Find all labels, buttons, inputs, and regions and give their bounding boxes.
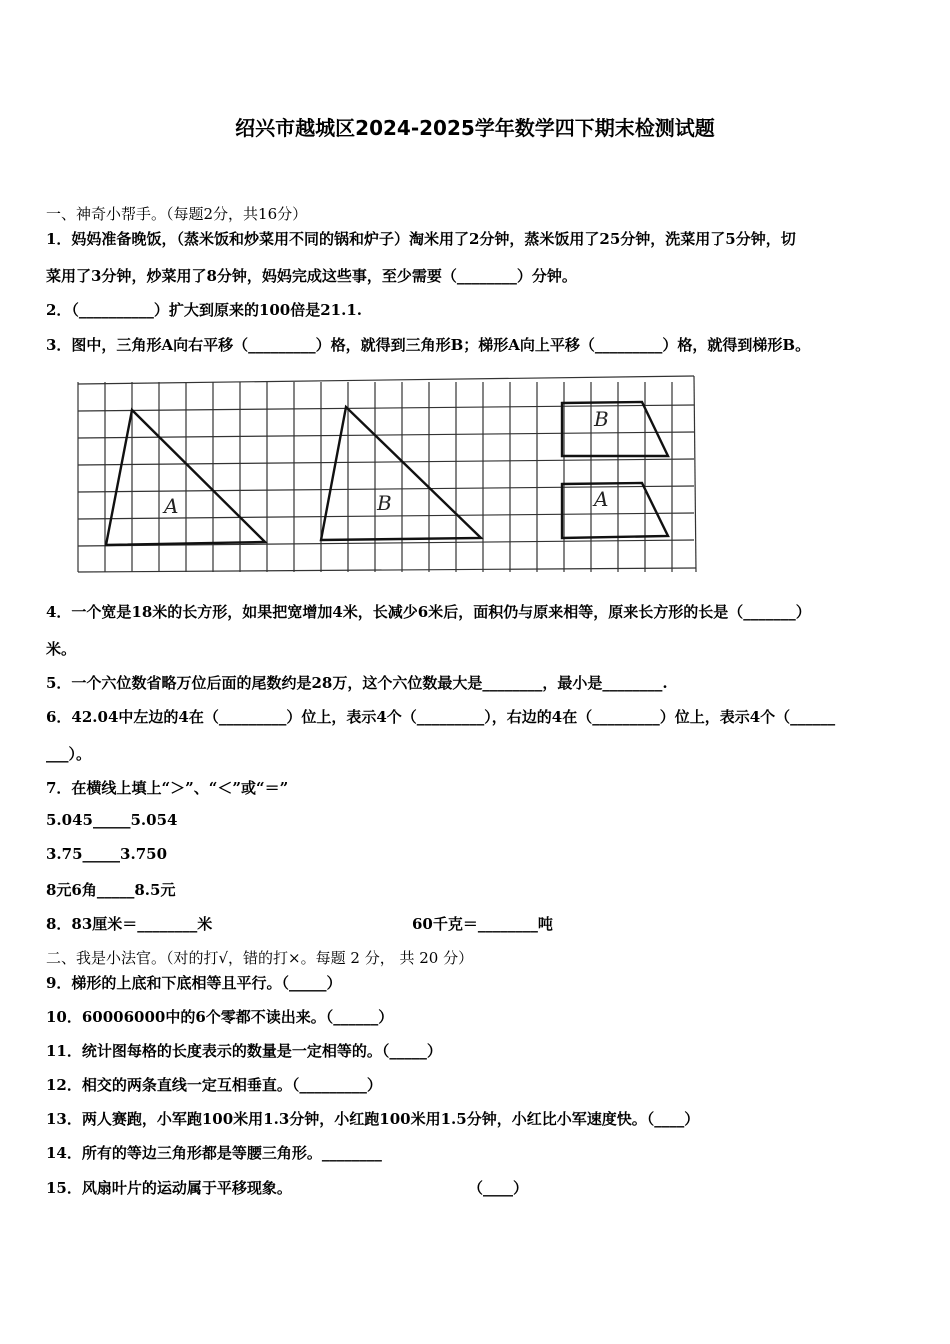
question-3: 3．图中，三角形A向右平移（_________）格，就得到三角形B；梯形A向上平移（_________）格，就得到梯形B。 (46, 336, 811, 354)
trapezoid-b (562, 402, 668, 456)
triangle-a-label: A (164, 494, 179, 518)
section-1-heading: 一、神奇小帮手。（每题2分，共16分） (46, 205, 308, 223)
trapezoid-b-label: B (594, 407, 609, 431)
question-7: 7．在横线上填上“＞”、“＜”或“＝” (46, 779, 289, 797)
page-title: 绍兴市越城区2024-2025学年数学四下期末检测试题 (235, 116, 715, 140)
trapezoid-a-label: A (594, 487, 609, 511)
question-8-part-b: 60千克＝________吨 (412, 915, 553, 933)
question-13: 13．两人赛跑，小军跑100米用1.3分钟，小红跑100米用1.5分钟，小红比小军速度快。（____） (46, 1110, 700, 1128)
question-1-line-1: 1．妈妈准备晚饭，（蒸米饭和炒菜用不同的锅和炉子）淘米用了2分钟，蒸米饭用了25分钟，洗菜用了5分钟，切 (46, 230, 796, 248)
question-9: 9．梯形的上底和下底相等且平行。（_____） (46, 974, 342, 992)
question-7-item-b: 3.75_____3.750 (46, 845, 168, 863)
question-11: 11．统计图每格的长度表示的数量是一定相等的。（_____） (46, 1042, 442, 1060)
question-14: 14．所有的等边三角形都是等腰三角形。________ (46, 1144, 382, 1162)
section-2-heading: 二、我是小法官。（对的打√，错的打×。每题 2 分， 共 20 分） (46, 949, 474, 967)
question-7-item-a: 5.045_____5.054 (46, 811, 178, 829)
question-10: 10．60006000中的6个零都不读出来。（______） (46, 1008, 394, 1026)
triangle-b-label: B (377, 491, 392, 515)
translation-grid-figure (76, 372, 698, 576)
question-5: 5．一个六位数省略万位后面的尾数约是28万，这个六位数最大是________，最小是________. (46, 674, 668, 692)
question-15-answer-blank: （____） (468, 1179, 529, 1197)
question-4-line-1: 4．一个宽是18米的长方形，如果把宽增加4米，长减少6米后，面积仍与原来相等，原来长方形的长是（_______） (46, 603, 811, 621)
question-8-part-a: 8．83厘米＝________米 (46, 915, 213, 933)
triangle-b (321, 407, 481, 540)
question-12: 12．相交的两条直线一定互相垂直。（_________） (46, 1076, 382, 1094)
question-1-line-2: 菜用了3分钟，炒菜用了8分钟，妈妈完成这些事，至少需要（________）分钟。 (46, 267, 577, 285)
question-2: 2．（__________）扩大到原来的100倍是21.1. (46, 301, 363, 319)
question-6-line-1: 6．42.04中左边的4在（_________）位上，表示4个（_________），右边的4在（_________）位上，表示4个（______ (46, 708, 836, 726)
question-6-line-2: ___）。 (46, 745, 92, 763)
trapezoid-a (562, 483, 668, 538)
question-7-item-c: 8元6角_____8.5元 (46, 881, 176, 899)
question-15-statement: 15．风扇叶片的运动属于平移现象。 (46, 1179, 292, 1197)
question-4-line-2: 米。 (46, 640, 77, 658)
